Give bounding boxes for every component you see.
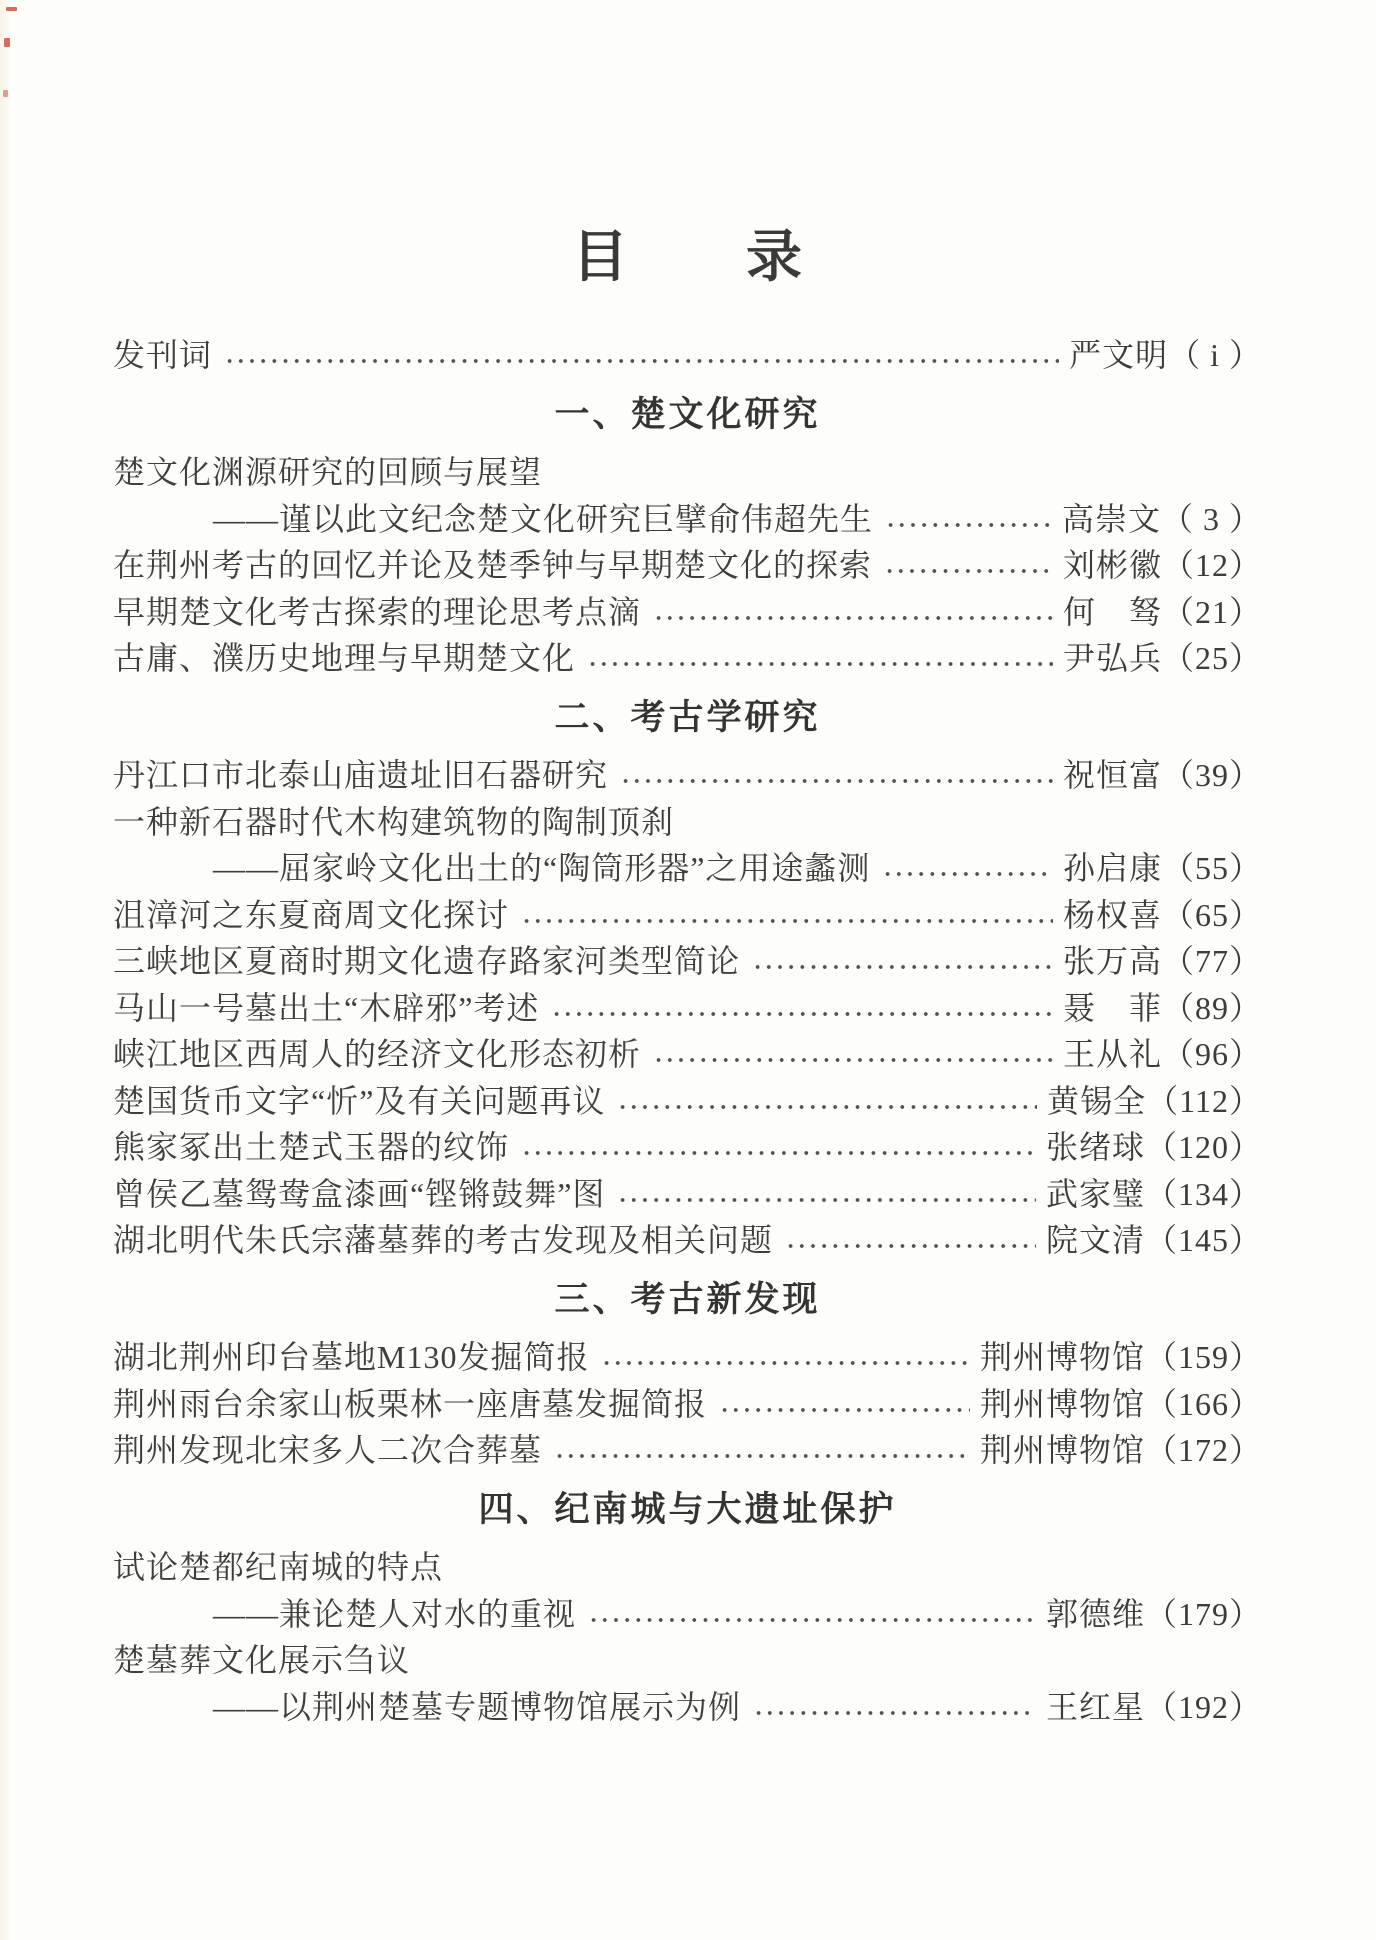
toc-entry-title: 湖北荆州印台墓地M130发掘简报 — [113, 1339, 590, 1376]
toc-entry-title: 试论楚都纪南城的特点 — [113, 1549, 444, 1586]
toc-entry-title: 楚国货币文字“忻”及有关问题再议 — [113, 1082, 606, 1119]
dot-leader — [224, 345, 1059, 377]
toc-entry-ref: 孙启康（55） — [1062, 850, 1262, 887]
dot-leader — [620, 765, 1053, 797]
toc-row — [113, 635, 1262, 682]
dot-leader — [884, 555, 1053, 587]
toc-entry-subtitle: ——兼论楚人对水的重视 — [213, 1595, 577, 1632]
toc-row — [113, 542, 1262, 589]
dot-leader — [521, 1137, 1036, 1169]
dot-leader — [617, 1184, 1036, 1216]
toc-entry-ref: 荆州博物馆（159） — [979, 1339, 1262, 1376]
toc-entry-ref: 聂 菲（89） — [1062, 989, 1262, 1026]
toc-row — [113, 449, 1262, 496]
dot-leader — [753, 1697, 1036, 1729]
toc-entry-ref: 荆州博物馆（172） — [979, 1432, 1262, 1469]
toc-row — [113, 1684, 1262, 1731]
toc-row — [113, 752, 1262, 799]
toc-entry-ref: 祝恒富（39） — [1062, 757, 1262, 794]
toc-entry-title: 沮漳河之东夏商周文化探讨 — [113, 896, 510, 933]
toc-entry-title: 熊家冢出土楚式玉器的纹饰 — [113, 1129, 510, 1166]
scan-edge-strip — [0, 0, 12, 1940]
toc-entry-ref: 刘彬徽（12） — [1062, 547, 1262, 584]
toc-entry-title: 曾侯乙墓鸳鸯盒漆画“铿锵鼓舞”图 — [113, 1175, 606, 1212]
section-heading: 二、考古学研究 — [554, 697, 821, 737]
toc-entry-subtitle: ——谨以此文纪念楚文化研究巨擘俞伟超先生 — [213, 500, 874, 537]
toc-row — [113, 892, 1262, 939]
scan-artifact-mark — [4, 38, 10, 47]
dot-leader — [785, 1230, 1036, 1262]
dot-leader — [588, 1604, 1036, 1636]
toc-row — [113, 985, 1262, 1032]
toc-entry-title: 湖北明代朱氏宗藩墓葬的考古发现及相关问题 — [113, 1222, 774, 1259]
toc-row — [113, 589, 1262, 636]
toc-entry-title: 峡江地区西周人的经济文化形态初析 — [113, 1036, 642, 1073]
dot-leader — [719, 1394, 970, 1426]
toc-entry-ref: 杨权喜（65） — [1062, 896, 1262, 933]
toc-row — [113, 1031, 1262, 1078]
section-heading: 四、纪南城与大遗址保护 — [478, 1489, 897, 1529]
toc-row — [113, 1637, 1262, 1684]
toc-entry-ref: 张绪球（120） — [1045, 1129, 1262, 1166]
toc-row — [113, 1381, 1262, 1428]
toc-entry-ref: 荆州博物馆（166） — [979, 1385, 1262, 1422]
dot-leader — [653, 1044, 1053, 1076]
section-heading: 三、考古新发现 — [554, 1279, 821, 1319]
toc-row — [113, 496, 1262, 543]
dot-leader — [554, 1440, 970, 1472]
toc-row — [113, 1334, 1262, 1381]
dot-leader — [601, 1347, 970, 1379]
dot-leader — [885, 509, 1052, 541]
dot-leader — [551, 998, 1053, 1030]
scan-artifact-mark — [3, 90, 8, 97]
toc-entry-title: 发刊词 — [113, 337, 213, 374]
table-of-contents — [113, 332, 1262, 1730]
toc-entry-title: 楚墓葬文化展示刍议 — [113, 1642, 411, 1679]
section-heading: 一、楚文化研究 — [554, 394, 821, 434]
toc-row — [113, 799, 1262, 846]
toc-entry-title: 马山一号墓出土“木辟邪”考述 — [113, 989, 540, 1026]
toc-entry-title: 古庸、濮历史地理与早期楚文化 — [113, 640, 576, 677]
toc-entry-title: 早期楚文化考古探索的理论思考点滴 — [113, 593, 642, 630]
toc-entry-ref: 张万高（77） — [1062, 943, 1262, 980]
toc-entry-title: 荆州发现北宋多人二次合葬墓 — [113, 1432, 543, 1469]
toc-entry-ref: 王红星（192） — [1045, 1688, 1262, 1725]
page-title: 目 录 — [572, 227, 804, 289]
toc-row — [113, 1217, 1262, 1264]
toc-entry-title: 三峡地区夏商时期文化遗存路家河类型简论 — [113, 943, 741, 980]
dot-leader — [587, 648, 1053, 680]
dot-leader — [653, 602, 1053, 634]
dot-leader — [617, 1091, 1037, 1123]
toc-entry-ref: 院文清（145） — [1045, 1222, 1262, 1259]
toc-entry-title: 丹江口市北泰山庙遗址旧石器研究 — [113, 757, 609, 794]
toc-entry-ref: 郭德维（179） — [1045, 1595, 1262, 1632]
toc-entry-ref: 王从礼（96） — [1062, 1036, 1262, 1073]
toc-entry-ref: 高崇文（ 3 ） — [1061, 500, 1262, 537]
dot-leader — [882, 858, 1053, 890]
toc-row — [113, 845, 1262, 892]
toc-entry-ref: 严文明（ i ） — [1069, 337, 1262, 374]
toc-entry-title: 楚文化渊源研究的回顾与展望 — [113, 454, 543, 491]
dot-leader — [752, 951, 1053, 983]
toc-entry-title: 荆州雨台余家山板栗林一座唐墓发掘简报 — [113, 1385, 708, 1422]
toc-entry-ref: 黄锡全（112） — [1047, 1082, 1262, 1119]
toc-row — [113, 1078, 1262, 1125]
toc-entry-subtitle: ——屈家岭文化出土的“陶筒形器”之用途蠡测 — [213, 850, 871, 887]
toc-entry-title: 在荆州考古的回忆并论及楚季钟与早期楚文化的探索 — [113, 547, 873, 584]
toc-row — [113, 1591, 1262, 1638]
toc-entry-ref: 何 驽（21） — [1062, 593, 1262, 630]
toc-row — [113, 332, 1262, 379]
toc-row — [113, 938, 1262, 985]
toc-entry-ref: 武家璧（134） — [1045, 1175, 1262, 1212]
toc-entry-ref: 尹弘兵（25） — [1062, 640, 1262, 677]
toc-row — [113, 1124, 1262, 1171]
toc-row — [113, 1171, 1262, 1218]
toc-row — [113, 1544, 1262, 1591]
scan-artifact-mark — [6, 7, 17, 11]
toc-entry-title: 一种新石器时代木构建筑物的陶制顶刹 — [113, 803, 675, 840]
dot-leader — [521, 905, 1053, 937]
toc-entry-subtitle: ——以荆州楚墓专题博物馆展示为例 — [213, 1688, 742, 1725]
toc-row — [113, 1427, 1262, 1474]
